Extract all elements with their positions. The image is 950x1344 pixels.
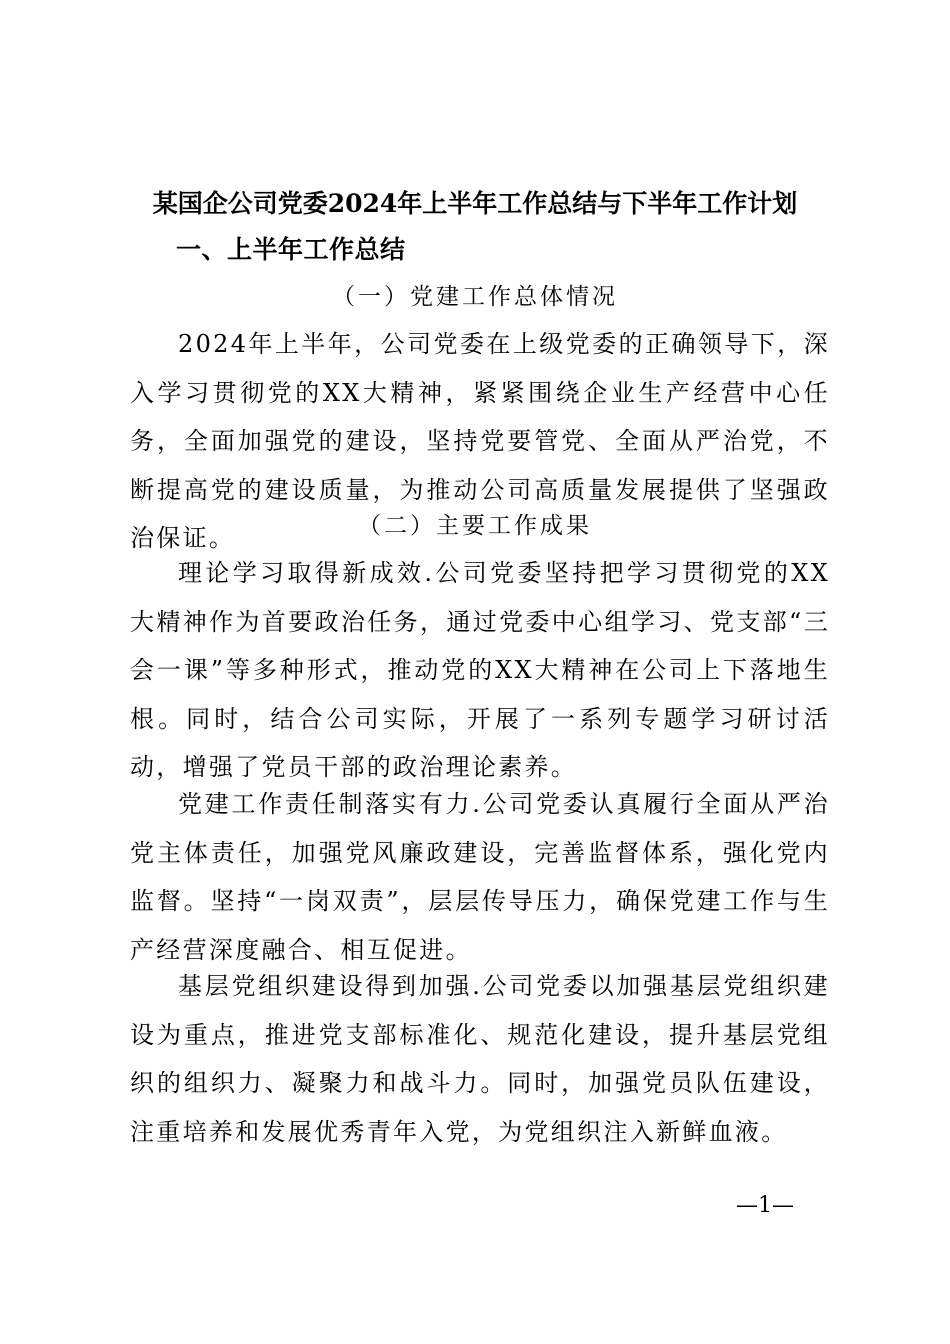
paragraph-theory-study: 理论学习取得新成效.公司党委坚持把学习贯彻党的XX大精神作为首要政治任务，通过党委中心组学习、党支部“三会一课”等多种形式，推动党的XX大精神在公司上下落地生根。同时，结合公司实际，开展了一系列专题学习研讨活动，增强了党员干部的政治理论素养。: [130, 559, 830, 781]
subsection-heading-overall: （一）党建工作总体情况: [332, 284, 618, 310]
subsection-heading-achievements: （二）主要工作成果: [358, 513, 592, 539]
section-heading-first-half-summary: 一、上半年工作总结: [176, 235, 406, 264]
page-number: —1—: [736, 1193, 794, 1218]
paragraph-overall: 2024年上半年，公司党委在上级党委的正确领导下，深入学习贯彻党的XX大精神，紧紧围绕企业生产经营中心任务，全面加强党的建设，坚持党要管党、全面从严治党，不断提高党的建设质量，为推动公司高质量发展提供了坚强政治保证。: [130, 330, 830, 552]
paragraph-grassroots: 基层党组织建设得到加强.公司党委以加强基层党组织建设为重点，推进党支部标准化、规范化建设，提升基层党组织的组织力、凝聚力和战斗力。同时，加强党员队伍建设，注重培养和发展优秀青年入党，为党组织注入新鲜血液。: [130, 972, 830, 1146]
document-title: 某国企公司党委2024年上半年工作总结与下半年工作计划: [152, 189, 798, 218]
paragraph-responsibility: 党建工作责任制落实有力.公司党委认真履行全面从严治党主体责任，加强党风廉政建设，完善监督体系，强化党内监督。坚持“一岗双责”，层层传导压力，确保党建工作与生产经营深度融合、相互促进。: [130, 790, 830, 964]
